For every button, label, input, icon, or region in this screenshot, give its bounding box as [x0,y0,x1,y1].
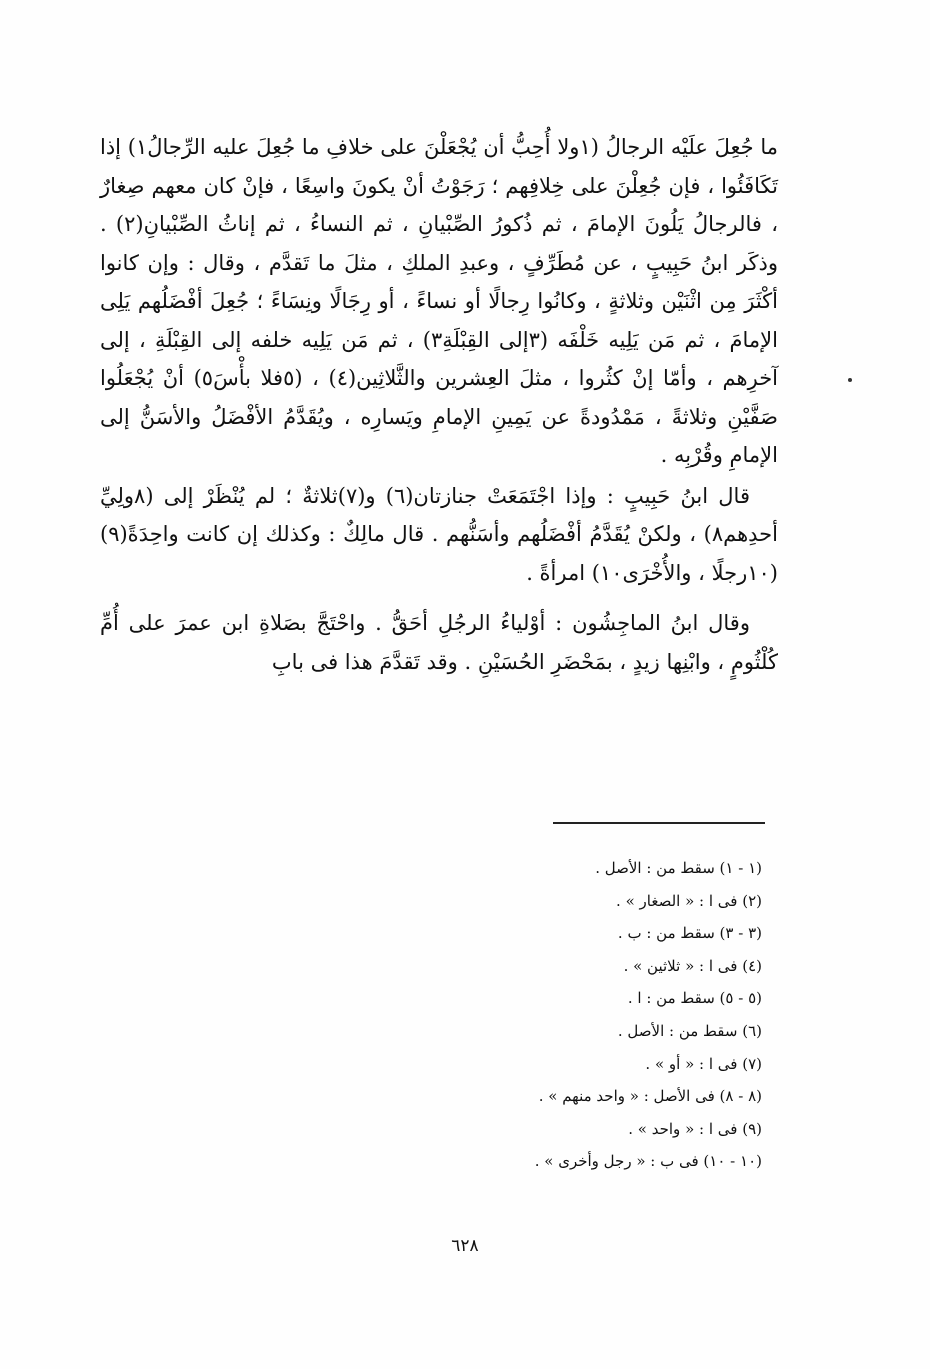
footnotes-list [432,852,762,1178]
footnote-4: (٤) فى ا : « ثلاثين » . [623,956,762,975]
main-text-block [100,128,778,681]
paragraph-2: قال ابنُ حَبِيبٍ : وإذا اجْتَمَعَتْ جنازتان(٦) و(٧)ثلاثةٌ ؛ لم يُنْظَرْ إلى (٨ولِيِّ أحدِهم٨) ، ولكنْ يُقَدَّمُ أفْضَلُهم وأسَنُّهم . قال مالِكٌ : وكذلك إن كانت واحِدَةً(٩) (١٠رجلًا ، والأُخْرَى١٠) امرأةً . [100,483,778,585]
footnote-10: (١٠ - ١٠) فى ب : « رجل وأخرى » . [534,1152,762,1171]
footnote-5: (٥ - ٥) سقط من : ا . [627,989,762,1008]
footnote-8: (٨ - ٨) فى الأصل : « واحد منهم » . [538,1087,762,1106]
footnote-7: (٧) فى ا : « أو » . [645,1054,762,1073]
page-number: ٦٢٨ [451,1236,479,1256]
footnote-1: (١ - ١) سقط من : الأصل . [595,859,762,877]
margin-speck [848,378,852,382]
paragraph-1: ما جُعِلَ علَيْه الرجالُ (١ولا أُحِبُّ أن يُجْعَلْنَ على خلافِ ما جُعِلَ عليه الرِّجالُ١) إذا تَكَافَئُوا ، فإن جُعِلْنَ على خِلافِهم ؛ رَجَوْتُ أنْ يكونَ واسِعًا ، فإنْ كان معهم صِغارٌ ، فالرجالُ يَلُونَ الإمامَ ، ثم ذُكورُ الصِّبْيانِ ، ثم النساءُ ، ثم إناثُ الصِّبْيانِ(٢) . وذكَر ابنُ حَبِيبٍ ، عن مُطَرِّفٍ ، وعبدِ الملكِ ، مثلَ ما تَقدَّم ، وقال : وإن كانوا أكْثَرَ مِن اثْنَيْن وثلاثةٍ ، وكانُوا رِجالًا أو نساءً ، أو رِجَالًا ونِسَاءً ؛ جُعِلَ أفْضَلُهم يَلِى الإمامَ ، ثم مَن يَلِيه خَلْفَه (٣إلى القِبْلَةِ٣) ، ثم مَن يَلِيه خلفه إلى القِبْلَةِ ، إلى آخرِهم ، وأمّا إنْ كثُروا ، مثلَ العِشرين والثَّلاثِين(٤) ، (٥فلا بأْسَ٥) أنْ يُجْعَلُوا صَفَّيْنِ وثلاثةً ، مَمْدُودةً عن يَمِينِ الإمامِ ويَسارِه ، ويُقَدَّمُ الأفْضَلُ والأسَنُّ إلى الإمامِ وقُرْبِه . [100,135,779,467]
paragraph-3: وقال ابنُ الماجِشُون : أوْلياءُ الرجُلِ أحَقُّ . واحْتَجَّ بصَلاةِ ابن عمرَ على أُمِّ كُلْثُومٍ ، وابْنِها زيدٍ ، بمَحْضَرِ الحُسَيْنِ . وقد تَقدَّمَ هذا فى بابِ [100,611,778,674]
footnote-2: (٢) فى ا : « الصغار » . [616,891,762,910]
footnote-9: (٩) فى ا : « واحد » . [628,1119,762,1138]
footnote-separator [553,822,765,824]
footnote-6: (٦) سقط من : الأصل . [617,1021,762,1040]
footnote-3: (٣ - ٣) سقط من : ب . [617,924,762,943]
